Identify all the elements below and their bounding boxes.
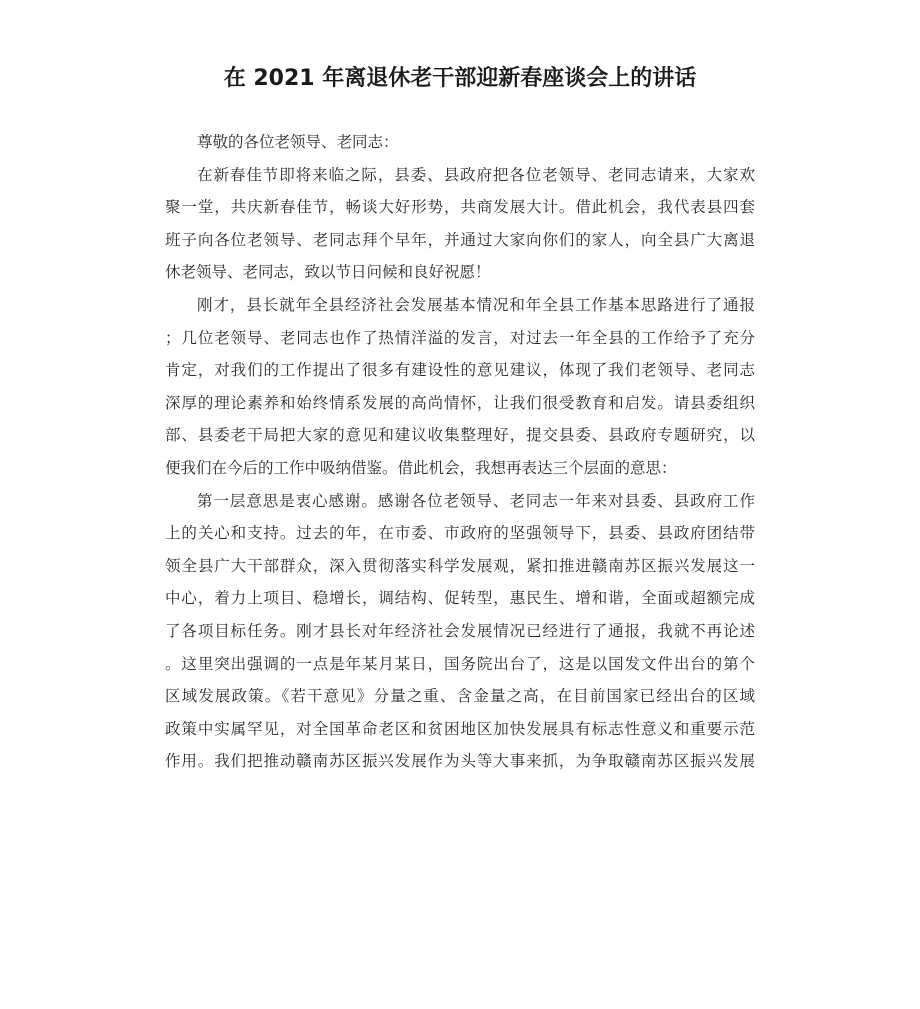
document-title: 在 2021 年离退休老干部迎新春座谈会上的讲话: [223, 66, 697, 91]
text-line: 深厚的理论素养和始终情系发展的高尚情怀，让我们很受教育和启发。请县委组织: [165, 393, 755, 412]
document-body: [165, 126, 755, 778]
text-line: 肯定，对我们的工作提出了很多有建设性的意见建议，体现了我们老领导、老同志: [165, 361, 755, 380]
text-line: 了各项目标任务。刚才县长对年经济社会发展情况已经进行了通报，我就不再论述: [165, 621, 755, 640]
text-line: 政策中实属罕见，对全国革命老区和贫困地区加快发展具有标志性意义和重要示范: [165, 719, 755, 738]
text-line: ；几位老领导、老同志也作了热情洋溢的发言，对过去一年全县的工作给予了充分: [165, 328, 755, 347]
text-line: 班子向各位老领导、老同志拜个早年，并通过大家向你们的家人，向全县广大离退: [165, 230, 755, 249]
text-line: 休老领导、老同志，致以节日问候和良好祝愿！: [165, 263, 491, 282]
text-line: 第一层意思是衷心感谢。感谢各位老领导、老同志一年来对县委、县政府工作: [197, 491, 755, 510]
text-line: 部、县委老干局把大家的意见和建议收集整理好，提交县委、县政府专题研究，以: [165, 426, 755, 445]
text-line: 。这里突出强调的一点是年某月某日，国务院出台了，这是以国发文件出台的第个: [165, 654, 755, 673]
text-line: 聚一堂，共庆新春佳节，畅谈大好形势，共商发展大计。借此机会，我代表县四套: [165, 198, 755, 217]
text-line: 上的关心和支持。过去的年，在市委、市政府的坚强领导下，县委、县政府团结带: [165, 524, 755, 543]
text-line: 在新春佳节即将来临之际，县委、县政府把各位老领导、老同志请来，大家欢: [197, 165, 755, 184]
text-line: 领全县广大干部群众，深入贯彻落实科学发展观，紧扣推进赣南苏区振兴发展这一: [165, 556, 755, 575]
text-line: 刚才，县长就年全县经济社会发展基本情况和年全县工作基本思路进行了通报: [197, 295, 755, 314]
text-line: 便我们在今后的工作中吸纳借鉴。借此机会，我想再表达三个层面的意思：: [165, 458, 677, 477]
text-line: 作用。我们把推动赣南苏区振兴发展作为头等大事来抓，为争取赣南苏区振兴发展: [165, 752, 755, 771]
text-line: 区域发展政策。《若干意见》分量之重、含金量之高，在目前国家已经出台的区域: [165, 687, 755, 706]
text-line: 尊敬的各位老领导、老同志：: [197, 133, 399, 151]
text-line: 中心，着力上项目、稳增长，调结构、促转型，惠民生、增和谐，全面或超额完成: [165, 589, 755, 608]
